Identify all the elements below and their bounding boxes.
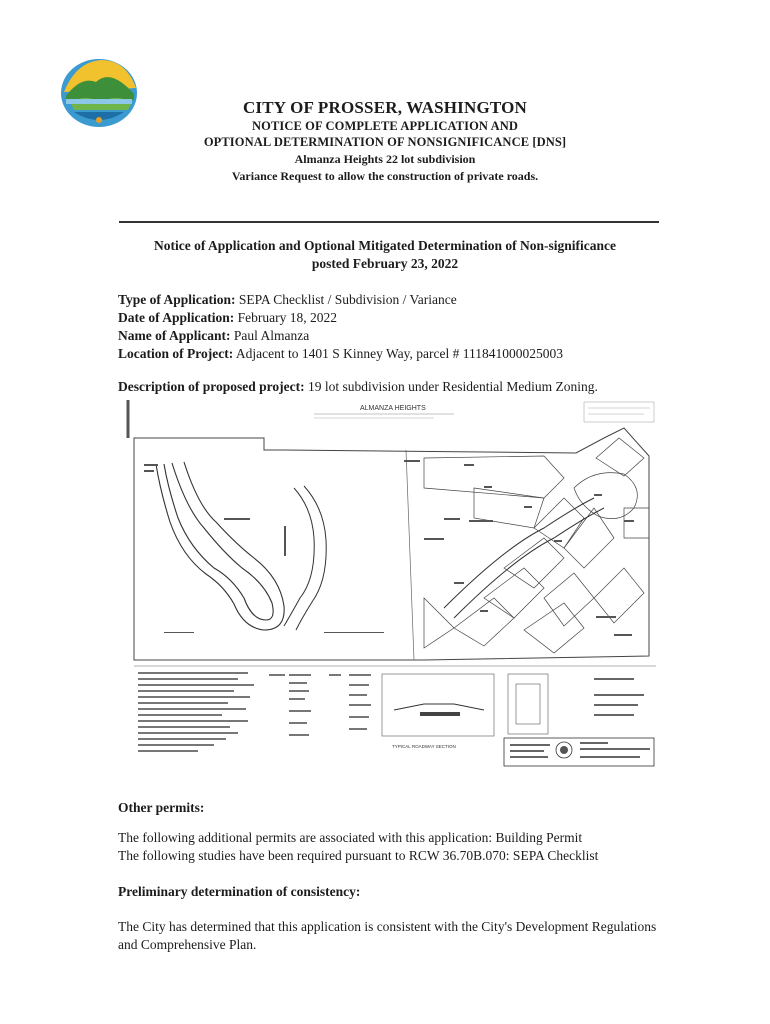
- field-label: Date of Application:: [118, 310, 235, 325]
- description-label: Description of proposed project:: [118, 379, 305, 394]
- notice-posted-date: posted February 23, 2022: [311, 256, 459, 271]
- notice-heading-line2: OPTIONAL DETERMINATION OF NONSIGNIFICANCE [DNS]: [203, 135, 567, 149]
- preliminary-determination-heading: Preliminary determination of consistency:: [118, 884, 361, 899]
- preliminary-determination-text: The City has determined that this application is consistent with the City's Development Regulations and Comprehensive Plan.: [118, 919, 657, 952]
- field-label: Location of Project:: [118, 346, 234, 361]
- other-permits-heading: Other permits:: [118, 800, 205, 815]
- notice-heading-line1: NOTICE OF COMPLETE APPLICATION AND: [252, 119, 518, 133]
- field-value: February 18, 2022: [234, 310, 337, 325]
- field-project-location: [118, 346, 563, 362]
- field-value: Paul Almanza: [230, 328, 310, 343]
- field-label: Type of Application:: [118, 292, 236, 307]
- project-description: [118, 379, 598, 395]
- field-value: SEPA Checklist / Subdivision / Variance: [235, 292, 457, 307]
- subdivision-plat-drawing: [124, 398, 660, 770]
- project-name: Almanza Heights 22 lot subdivision: [294, 152, 476, 166]
- field-applicant-name: [118, 328, 309, 344]
- drawing-title: ALMANZA HEIGHTS: [360, 405, 426, 412]
- notice-title: Notice of Application and Optional Mitigated Determination of Non-significance: [154, 238, 616, 253]
- field-label: Name of Applicant:: [118, 328, 231, 343]
- field-application-date: [118, 310, 337, 326]
- field-application-type: [118, 292, 457, 308]
- city-heading: CITY OF PROSSER, WASHINGTON: [242, 98, 528, 117]
- roadway-section-label: TYPICAL ROADWAY SECTION: [392, 744, 456, 749]
- other-permits-line2: The following studies have been required pursuant to RCW 36.70B.070: SEPA Checklist: [118, 848, 599, 863]
- field-value: Adjacent to 1401 S Kinney Way, parcel # 111841000025003: [233, 346, 563, 361]
- other-permits-line1: The following additional permits are associated with this application: Building Permit: [118, 830, 583, 845]
- horizontal-rule: [119, 221, 659, 223]
- project-subtitle: Variance Request to allow the construction of private roads.: [231, 169, 539, 183]
- description-value: 19 lot subdivision under Residential Medium Zoning.: [304, 379, 598, 394]
